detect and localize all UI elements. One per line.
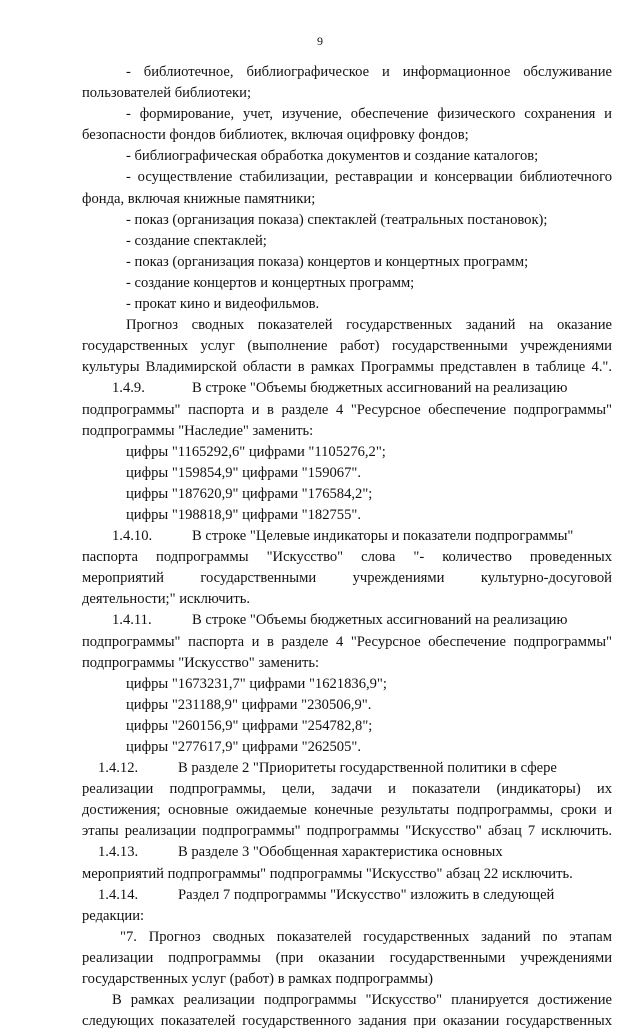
text-line: пользователей библиотеки; — [82, 85, 252, 102]
text-line: подпрограммы "Наследие" заменить: — [82, 422, 314, 439]
text-line: - показ (организация показа) концертов и концертных программ; — [126, 253, 529, 270]
text-line: достижения; основные ожидаемые конечные результаты подпрограммы, сроки и — [82, 802, 612, 819]
clause-line — [82, 378, 612, 399]
text-line: В рамках реализации подпрограммы "Искусство" планируется достижение — [112, 992, 612, 1009]
clause-text: В строке "Объемы бюджетных ассигнований на реализацию — [192, 612, 568, 629]
text-line: редакции: — [82, 907, 145, 924]
clause-number: 1.4.12. — [98, 760, 139, 777]
text-line: - формирование, учет, изучение, обеспечение физического сохранения и — [126, 106, 612, 123]
text-line: цифры "260156,9" цифрами "254782,8"; — [126, 717, 373, 734]
clause-line — [82, 610, 612, 631]
clause-text: В строке "Объемы бюджетных ассигнований на реализацию — [192, 380, 568, 397]
clause-line — [82, 842, 612, 863]
clause-text: В разделе 3 "Обобщенная характеристика основных — [178, 844, 503, 861]
text-line: подпрограммы "Искусство" заменить: — [82, 654, 320, 671]
text-line: подпрограммы" паспорта и в разделе 4 "Ресурсное обеспечение подпрограммы" — [82, 633, 612, 650]
text-line: следующих показателей государственного задания при оказании государственных — [82, 1013, 612, 1030]
clause-text: Раздел 7 подпрограммы "Искусство" изложить в следующей — [178, 886, 555, 903]
text-line: "7. Прогноз сводных показателей государственных заданий по этапам — [120, 928, 612, 945]
text-line: культуры Владимирской области в рамках Программы представлен в таблице 4.". — [82, 359, 612, 376]
text-line: - библиографическая обработка документов и создание каталогов; — [126, 148, 539, 165]
clause-number: 1.4.13. — [98, 844, 139, 861]
text-line: мероприятий подпрограммы" подпрограммы "Искусство" абзац 22 исключить. — [82, 865, 573, 882]
clause-number: 1.4.9. — [112, 380, 145, 397]
clause-text: В разделе 2 "Приоритеты государственной политики в сфере — [178, 760, 557, 777]
text-line: - осуществление стабилизации, реставрации и консервации библиотечного — [126, 169, 612, 186]
text-line: цифры "198818,9" цифрами "182755". — [126, 506, 362, 523]
clause-text: В строке "Целевые индикаторы и показатели подпрограммы" — [192, 528, 574, 545]
text-line: цифры "277617,9" цифрами "262505". — [126, 739, 362, 755]
text-line: - прокат кино и видеофильмов. — [126, 296, 320, 313]
text-line: подпрограммы" паспорта и в разделе 4 "Ресурсное обеспечение подпрограммы" — [82, 401, 612, 418]
clause-line — [82, 526, 612, 547]
text-line: цифры "159854,9" цифрами "159067". — [126, 464, 362, 481]
document-body — [82, 62, 612, 1032]
text-line: деятельности;" исключить. — [82, 591, 251, 608]
page-number: 9 — [317, 34, 323, 48]
clause-line — [82, 885, 612, 906]
text-line: цифры "1165292,6" цифрами "1105276,2"; — [126, 443, 386, 460]
text-line: мероприятий государственными учреждениями культурно-досуговой — [82, 570, 612, 587]
text-line: цифры "1673231,7" цифрами "1621836,9"; — [126, 675, 387, 692]
clause-number: 1.4.11. — [112, 612, 152, 629]
text-line: - показ (организация показа) спектаклей (театральных постановок); — [126, 211, 548, 228]
text-line: фонда, включая книжные памятники; — [82, 190, 316, 207]
text-line: государственных услуг (работ) в рамках подпрограммы) — [82, 971, 433, 988]
text-line: - создание спектаклей; — [126, 232, 267, 249]
text-line: реализации подпрограммы (при оказании государственными учреждениями — [82, 949, 612, 966]
text-line: паспорта подпрограммы "Искусство" слова "- количество проведенных — [82, 549, 612, 566]
text-line: безопасности фондов библиотек, включая оцифровку фондов; — [82, 127, 469, 144]
text-line: государственных услуг (выполнение работ) государственными учреждениями — [82, 338, 612, 355]
text-line: цифры "231188,9" цифрами "230506,9". — [126, 696, 372, 713]
text-line: Прогноз сводных показателей государственных заданий на оказание — [126, 317, 612, 334]
text-line: реализации подпрограммы, цели, задачи и показатели (индикаторы) их — [82, 781, 612, 798]
clause-number: 1.4.10. — [112, 528, 153, 545]
clause-number: 1.4.14. — [98, 886, 139, 903]
text-line: - библиотечное, библиографическое и информационное обслуживание — [126, 64, 612, 80]
text-line: - создание концертов и концертных программ; — [126, 274, 415, 291]
text-line: этапы реализации подпрограммы" подпрограммы "Искусство" абзац 7 исключить. — [82, 823, 612, 840]
clause-line — [82, 758, 612, 779]
text-line: цифры "187620,9" цифрами "176584,2"; — [126, 485, 373, 502]
